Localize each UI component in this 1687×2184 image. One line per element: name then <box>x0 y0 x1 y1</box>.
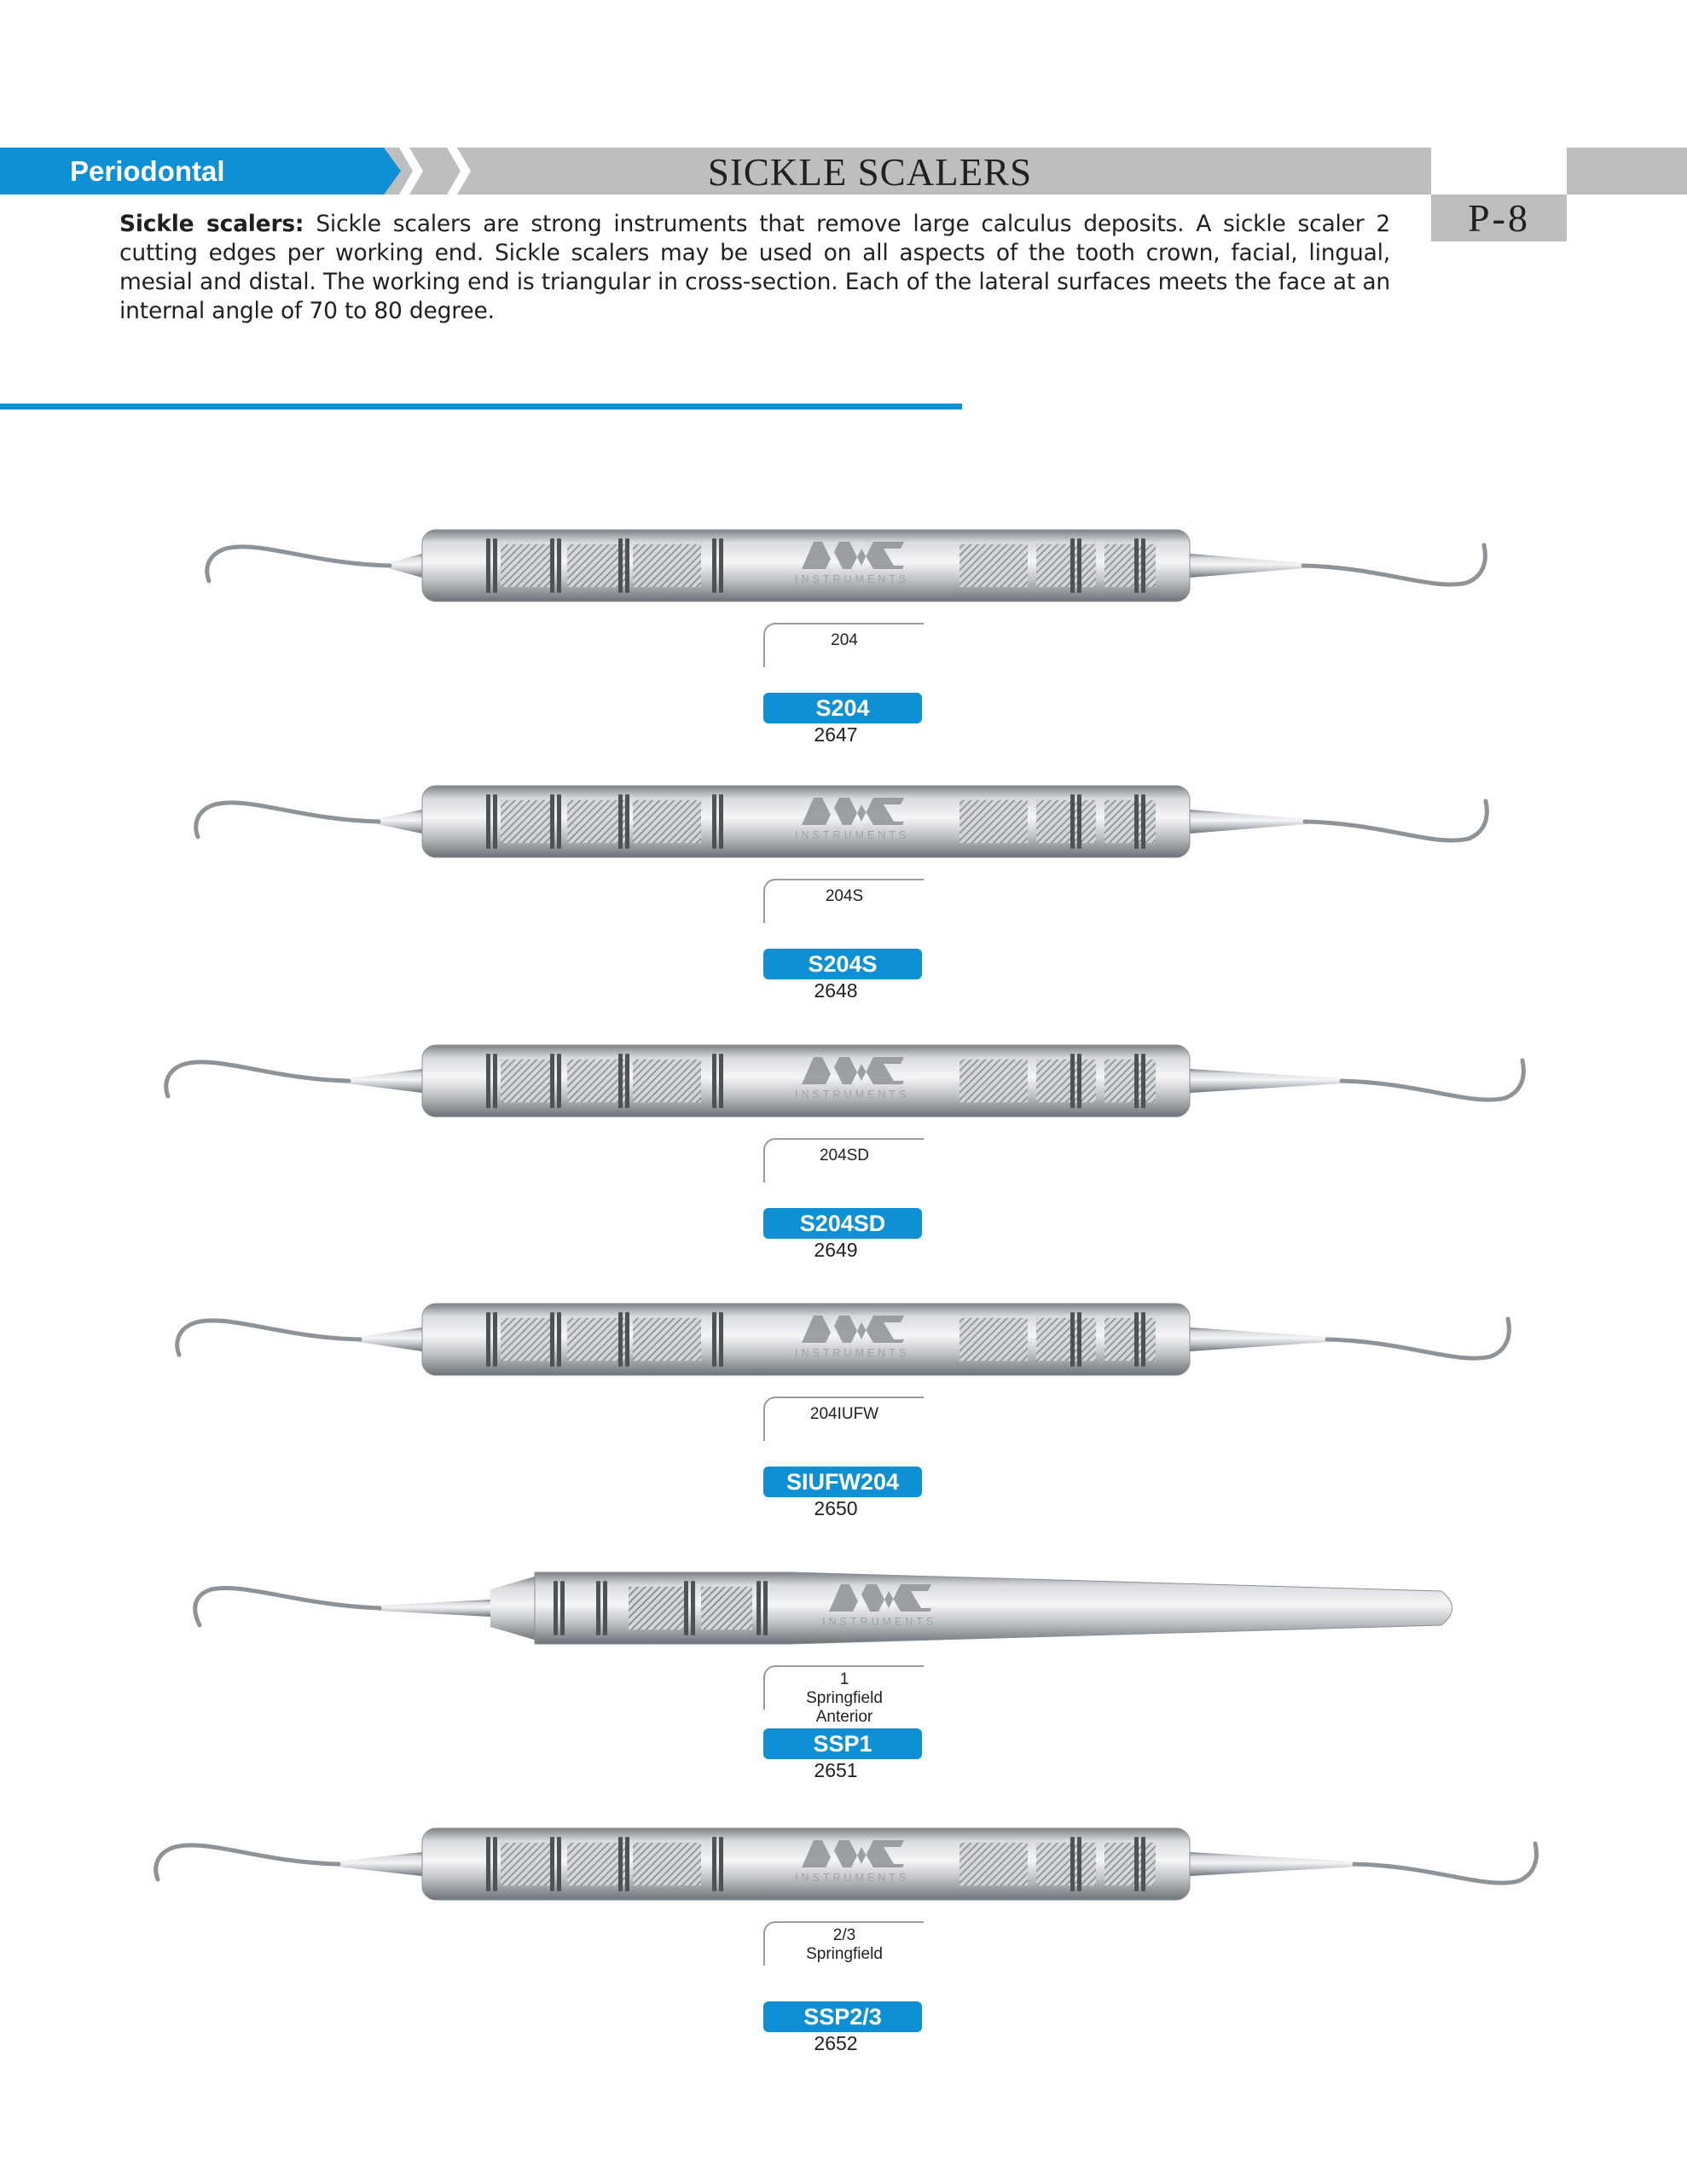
pattern-line: 204 <box>831 631 858 649</box>
pattern-line: 204SD <box>819 1147 870 1165</box>
intro-paragraph <box>119 210 1390 326</box>
brand-text: INSTRUMENTS <box>795 1089 910 1101</box>
brand-text: INSTRUMENTS <box>795 573 910 585</box>
pattern-label <box>768 1926 921 1964</box>
logo-icon <box>802 796 904 831</box>
pattern-line: Springfield <box>806 1945 883 1963</box>
pattern-line: Springfield <box>806 1689 883 1707</box>
catalog-number: 2647 <box>814 723 858 746</box>
product-code-badge: SSP2/3 <box>763 2001 922 2032</box>
category-label: Periodontal <box>70 155 225 187</box>
page-number: P-8 <box>1431 195 1567 241</box>
brand-text: INSTRUMENTS <box>822 1616 937 1628</box>
chevron-right-icon <box>443 148 478 195</box>
pattern-line: Anterior <box>815 1708 873 1726</box>
catalog-number: 2651 <box>814 1759 858 1781</box>
pattern-label <box>768 887 921 906</box>
logo-icon <box>802 1838 904 1873</box>
catalog-number: 2648 <box>814 979 858 1002</box>
instrument-item <box>0 1817 1687 2073</box>
logo-icon <box>829 1583 931 1618</box>
logo-icon <box>802 1055 904 1090</box>
pattern-line: 2/3 <box>832 1926 856 1944</box>
instrument-item <box>0 1561 1687 1817</box>
logo-icon <box>802 1314 904 1349</box>
brand-text: INSTRUMENTS <box>795 1872 910 1884</box>
intro-text: Sickle scalers are strong instruments that remove large calculus deposits. A sickle scaler 2 cutting edges per working end. Sickle scalers may be used on all aspects of the tooth crown, facial, lingual, mesial and distal. The working end is triangular in cross-section. Each of the lateral surfaces meets the face at an internal angle of 70 to 80 degree. <box>119 211 1390 324</box>
product-code-badge: SSP1 <box>763 1728 922 1759</box>
header-band-right <box>1567 148 1687 195</box>
instrument-item <box>0 775 1687 1031</box>
instrument-item <box>0 1292 1687 1548</box>
chevron-right-icon <box>394 148 428 195</box>
pattern-line: 204S <box>825 887 864 905</box>
pattern-label <box>768 1405 921 1424</box>
page-title: SICKLE SCALERS <box>707 151 1033 194</box>
pattern-label <box>768 1670 921 1727</box>
product-code-badge: S204SD <box>763 1208 922 1239</box>
instrument-item <box>0 1034 1687 1290</box>
pattern-label <box>768 1147 921 1165</box>
product-code-badge: SIUFW204 <box>763 1467 922 1497</box>
brand-text: INSTRUMENTS <box>795 1347 910 1359</box>
catalog-number: 2649 <box>814 1239 858 1261</box>
pattern-line: 1 <box>839 1670 849 1688</box>
product-code-badge: S204S <box>763 949 922 979</box>
logo-icon <box>802 540 904 575</box>
catalog-number: 2650 <box>814 1497 858 1519</box>
section-divider <box>0 404 962 410</box>
pattern-line: 204IUFW <box>809 1405 879 1423</box>
product-code-badge: S204 <box>763 693 922 723</box>
pattern-label <box>768 631 921 650</box>
intro-term: Sickle scalers: <box>119 211 304 237</box>
brand-text: INSTRUMENTS <box>795 829 910 841</box>
instrument-item <box>0 519 1687 775</box>
catalog-number: 2652 <box>814 2032 858 2054</box>
